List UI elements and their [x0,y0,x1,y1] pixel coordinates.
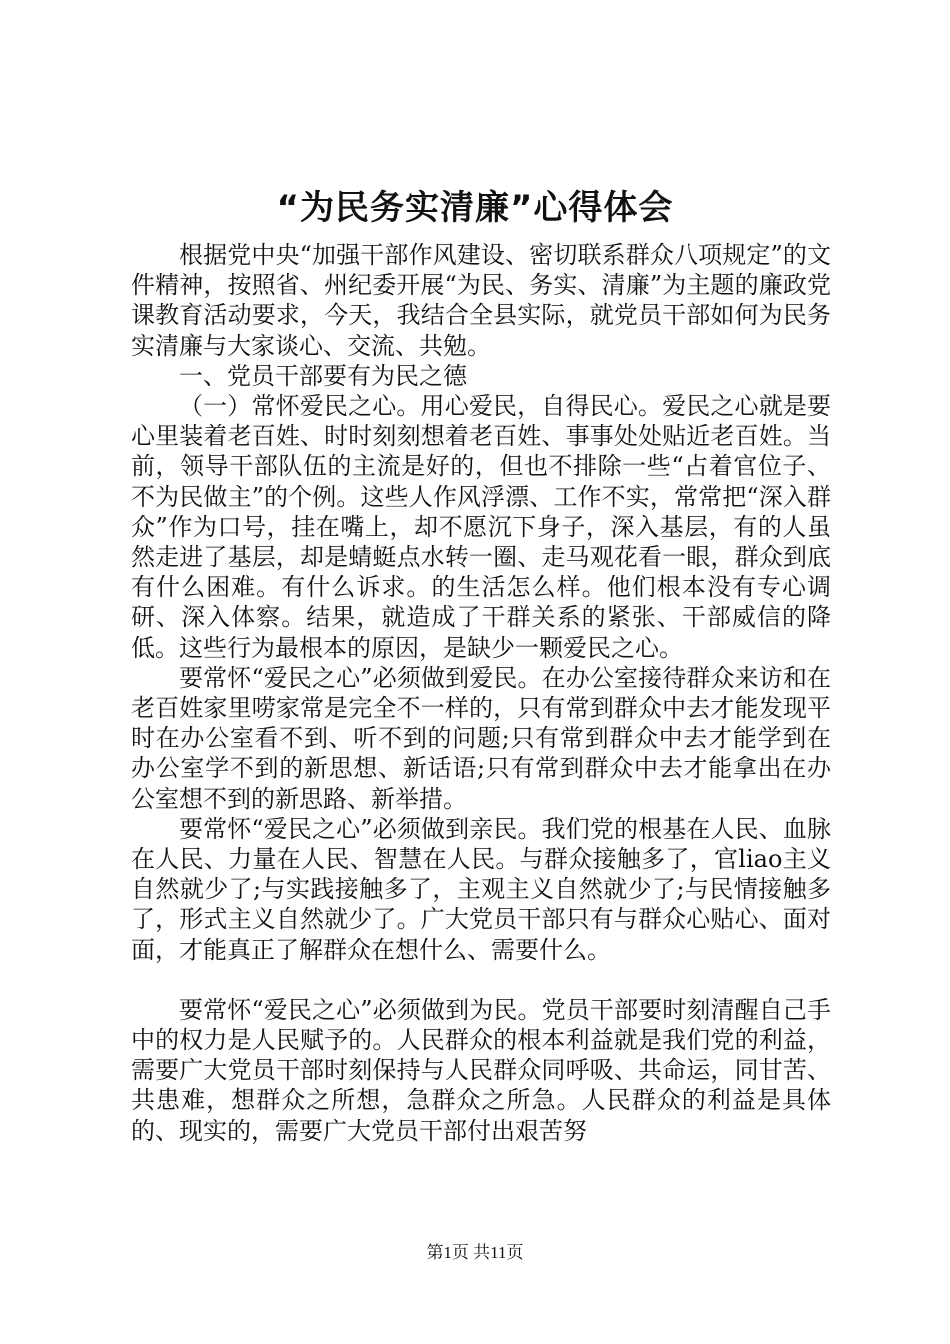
paragraph-ai-min: 要常怀“爱民之心”必须做到爱民。在办公室接待群众来访和在老百姓家里唠家常是完全不一样的，只有常到群众中去才能发现平时在办公室看不到、听不到的问题;只有常到群众中去才能学到在办公室学不到的新思想、新话语;只有常到群众中去才能拿出在办公室想不到的新思路、新举措。 [131,663,831,813]
paragraph-subsection-1: （一）常怀爱民之心。用心爱民，自得民心。爱民之心就是要心里装着老百姓、时时刻刻想着老百姓、事事处处贴近老百姓。当前，领导干部队伍的主流是好的，但也不排除一些“占着官位子、不为民做主”的个例。这些人作风浮漂、工作不实，常常把“深入群众”作为口号，挂在嘴上，却不愿沉下身子，深入基层，有的人虽然走进了基层，却是蜻蜓点水转一圈、走马观花看一眼，群众到底有什么困难。有什么诉求。的生活怎么样。他们根本没有专心调研、深入体察。结果，就造成了干群关系的紧张、干部威信的降低。这些行为最根本的原因，是缺少一颗爱民之心。 [131,392,831,662]
document-title: “为民务实清廉”心得体会 [276,188,674,228]
paragraph-wei-min: 要常怀“爱民之心”必须做到为民。党员干部要时刻清醒自己手中的权力是人民赋予的。人民群众的根本利益就是我们党的利益，需要广大党员干部时刻保持与人民群众同呼吸、共命运，同甘苦、共患难，想群众之所想，急群众之所急。人民群众的利益是具体的、现实的，需要广大党员干部付出艰苦努 [131,995,831,1145]
page-number-footer: 第1页 共11页 [426,1243,524,1262]
section-heading: 一、党员干部要有为民之德 [179,361,467,390]
paragraph-intro: 根据党中央“加强干部作风建设、密切联系群众八项规定”的文件精神，按照省、州纪委开展“为民、务实、清廉”为主题的廉政党课教育活动要求，今天，我结合全县实际，就党员干部如何为民务实清廉与大家谈心、交流、共勉。 [131,241,831,360]
paragraph-qin-min: 要常怀“爱民之心”必须做到亲民。我们党的根基在人民、血脉在人民、力量在人民、智慧在人民。与群众接触多了，官liao主义自然就少了;与实践接触多了，主观主义自然就少了;与民情接触多了，形式主义自然就少了。广大党员干部只有与群众心贴心、面对面，才能真正了解群众在想什么、需要什么。 [131,814,831,964]
document-body [131,240,831,1146]
